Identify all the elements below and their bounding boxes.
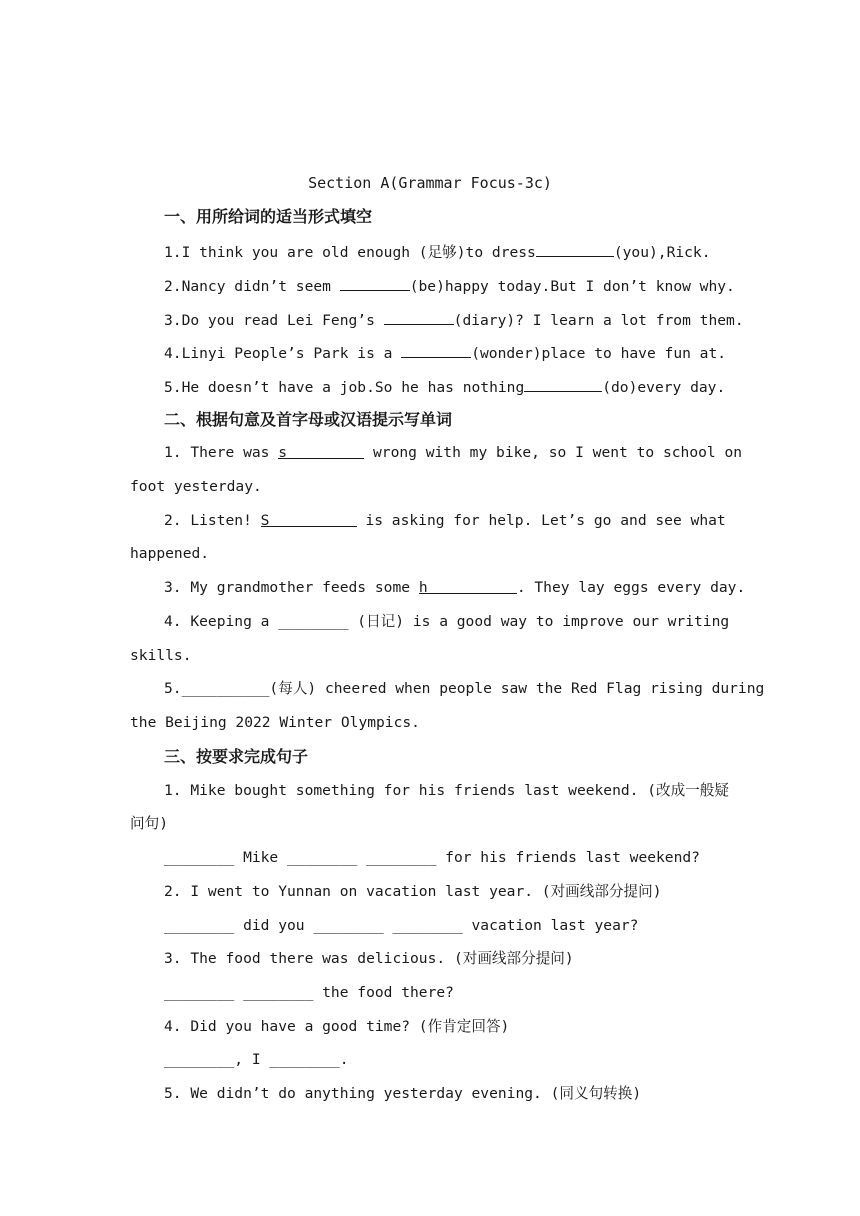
answer-blank[interactable] bbox=[261, 510, 357, 527]
answer-blank[interactable] bbox=[419, 577, 517, 594]
part1-question-4 bbox=[164, 341, 726, 365]
hint-letter: S bbox=[260, 512, 270, 529]
part2-question-4-cont: skills. bbox=[130, 647, 192, 664]
part2-question-2-cont: happened. bbox=[130, 545, 210, 562]
part1-question-2 bbox=[164, 274, 735, 298]
part3-answer-3[interactable]: ________ ________ the food there? bbox=[164, 984, 454, 1001]
part2-question-1 bbox=[164, 442, 742, 464]
part2-heading: 二、根据句意及首字母或汉语提示写单词 bbox=[164, 410, 453, 429]
part3-question-5: 5. We didn’t do anything yesterday evening. (同义句转换) bbox=[164, 1085, 642, 1102]
question-text: 5.He doesn’t have a job.So he has nothing bbox=[164, 379, 525, 396]
question-text: . They lay eggs every day. bbox=[516, 579, 746, 596]
question-text: 3.Do you read Lei Feng’s bbox=[164, 312, 384, 329]
part3-question-2: 2. I went to Yunnan on vacation last year. (对画线部分提问) bbox=[164, 883, 662, 900]
question-text: 4.Linyi People’s Park is a bbox=[164, 345, 402, 362]
question-text: wrong with my bike, so I went to school on bbox=[364, 444, 743, 461]
part2-question-5-cont: the Beijing 2022 Winter Olympics. bbox=[130, 714, 420, 731]
part2-question-1-cont: foot yesterday. bbox=[130, 478, 262, 495]
part1-question-5 bbox=[164, 375, 725, 399]
question-text: 3. My grandmother feeds some bbox=[164, 579, 419, 596]
question-text: is asking for help. Let’s go and see what bbox=[356, 512, 726, 529]
answer-blank[interactable] bbox=[278, 442, 364, 459]
part1-question-1 bbox=[164, 240, 711, 264]
question-text: (wonder)place to have fun at. bbox=[471, 345, 727, 362]
hint-letter: s bbox=[278, 444, 288, 461]
part2-question-4: 4. Keeping a ________ (日记) is a good way to improve our writing bbox=[164, 613, 730, 630]
answer-blank[interactable] bbox=[536, 240, 614, 257]
answer-blank[interactable] bbox=[401, 341, 471, 358]
answer-blank[interactable] bbox=[384, 308, 454, 325]
question-text: (diary)? I learn a lot from them. bbox=[453, 312, 744, 329]
answer-blank[interactable] bbox=[524, 375, 602, 392]
answer-blank[interactable] bbox=[340, 274, 410, 291]
question-text: 2. Listen! bbox=[164, 512, 261, 529]
part3-heading: 三、按要求完成句子 bbox=[164, 747, 309, 766]
question-text: 1. There was bbox=[164, 444, 279, 461]
hint-letter: h bbox=[418, 579, 428, 596]
part3-answer-4[interactable]: ________, I ________. bbox=[164, 1051, 349, 1068]
part3-question-4: 4. Did you have a good time? (作肯定回答) bbox=[164, 1018, 510, 1035]
part3-question-3: 3. The food there was delicious. (对画线部分提问) bbox=[164, 950, 574, 967]
question-text: (do)every day. bbox=[602, 379, 726, 396]
page-title: Section A(Grammar Focus-3c) bbox=[308, 174, 552, 192]
question-text: 2.Nancy didn’t seem bbox=[164, 278, 340, 295]
part3-question-1: 1. Mike bought something for his friends last weekend. (改成一般疑 bbox=[164, 782, 729, 799]
part3-answer-1[interactable]: ________ Mike ________ ________ for his friends last weekend? bbox=[164, 849, 700, 866]
question-text: (you),Rick. bbox=[613, 244, 711, 261]
question-text: (be)happy today.But I don’t know why. bbox=[409, 278, 735, 295]
part1-heading: 一、用所给词的适当形式填空 bbox=[164, 207, 373, 226]
part1-question-3 bbox=[164, 308, 744, 332]
part2-question-3 bbox=[164, 577, 745, 599]
part2-question-5: 5.__________(每人) cheered when people saw the Red Flag rising during bbox=[164, 680, 765, 697]
question-text: 1.I think you are old enough (足够)to dress bbox=[164, 244, 536, 261]
part3-question-1-cont: 问句) bbox=[130, 815, 168, 832]
part2-question-2 bbox=[164, 510, 726, 532]
part3-answer-2[interactable]: ________ did you ________ ________ vacation last year? bbox=[164, 917, 639, 934]
